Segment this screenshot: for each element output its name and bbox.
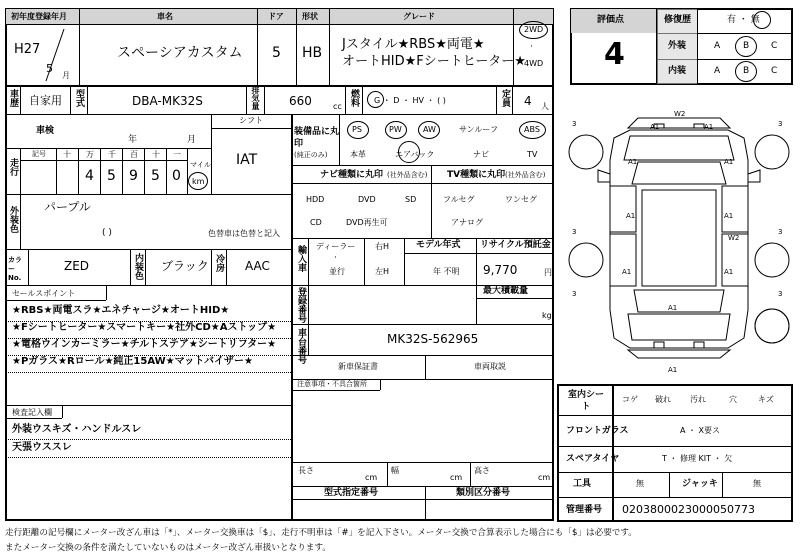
mgmt-no-value: 0203800023000050773: [622, 503, 755, 516]
equipment-sub: (純正のみ): [294, 151, 328, 159]
first-reg-label: 初年度登録年月: [11, 12, 67, 21]
color-no: ZED: [64, 259, 90, 273]
fuel-g-circle: [367, 91, 384, 108]
recycle-label: リサイクル預託金: [480, 240, 551, 250]
navi-sd: SD: [405, 195, 417, 204]
unit-100: 百: [130, 150, 138, 159]
exterior-label: 外装: [668, 41, 687, 51]
interior-b: B: [743, 66, 750, 76]
model: DBA-MK32S: [132, 94, 203, 108]
digit-2: 5: [107, 168, 116, 184]
inspection-month: 月: [187, 135, 197, 145]
mark-a1-4: A1: [724, 158, 734, 166]
navi-dvd: DVD: [358, 195, 376, 204]
notes-label: 注意事項・不具合箇所: [297, 380, 367, 388]
door-label: ドア: [268, 12, 284, 21]
displacement: 660: [289, 94, 312, 108]
mark-a1-1: A1: [650, 123, 660, 131]
score-label: 評価点: [597, 15, 625, 25]
mileage-label: 走行: [8, 158, 18, 176]
sales-line-3: ★電格ウインカーミラー★チルトステア★シートリフター★: [12, 339, 277, 350]
capacity-label: 定員: [500, 89, 510, 107]
equip-tv: TV: [527, 150, 538, 159]
windshield-label: フロントガラス: [566, 426, 629, 436]
chassis-label: 車台番号: [296, 328, 306, 364]
mark-a1-9: A1: [668, 304, 678, 312]
mark-a1-7: A1: [622, 268, 632, 276]
inspection-label: 車検: [36, 126, 55, 136]
import-dot: ·: [334, 253, 337, 263]
inspector-line-2: 天張ウススレ: [12, 442, 72, 453]
model-year-label: モデル年式: [416, 240, 461, 250]
shape-label: 形状: [302, 12, 318, 21]
equipment-label: 装備品に丸印: [294, 127, 340, 149]
km-circle: [188, 172, 208, 190]
sales-line-4: ★Pガラス★Rロール★純正15AW★マットバイザー★: [12, 356, 253, 367]
reg-no-label: 登録番号: [296, 287, 306, 323]
interior-b-circle: [735, 61, 757, 82]
mark-a1-10: A1: [668, 366, 678, 374]
reg-month: 5: [46, 62, 53, 75]
corner-mark-6: 3: [778, 290, 783, 298]
mark-a1-8: A1: [724, 268, 734, 276]
fuel-options: G ・ D ・ HV ・ ( ): [374, 96, 446, 105]
color-paren: ( ): [102, 228, 112, 238]
inspector-notes-label: 検査記入欄: [12, 408, 52, 417]
height-label: 高さ: [474, 466, 490, 475]
sales-points-label: セールスポイント: [12, 289, 76, 298]
import-dealer: ディーラー: [316, 242, 356, 251]
navi-sub: (社外品含む): [387, 171, 428, 179]
usage: 自家用: [29, 94, 62, 107]
exterior-b: B: [743, 41, 750, 51]
unit-10m: 十: [63, 150, 71, 159]
height-cm: cm: [538, 473, 551, 482]
car-name: スペーシアカスタム: [117, 45, 243, 61]
digit-1: 4: [85, 168, 94, 184]
ac-label: 冷房: [214, 254, 224, 272]
interior-c: C: [771, 66, 778, 76]
model-year-value: 年 不明: [433, 267, 460, 276]
inspector-line-1: 外装ウスキズ・ハンドルスレ: [12, 424, 142, 435]
drive-dot: ·: [530, 42, 533, 52]
navi-label: ナビ種類に丸印: [320, 170, 384, 180]
warranty-label: 新車保証書: [338, 362, 378, 371]
jack-value: 無: [753, 479, 761, 488]
jack-label: ジャッキ: [682, 479, 718, 489]
import-left: 左H: [375, 267, 390, 276]
chassis: MK32S-562965: [387, 332, 479, 346]
spare-tire-value: T ・ 修理 KIT ・ 欠: [662, 454, 733, 463]
color-no-label: カラーNo.: [8, 256, 22, 283]
exterior-b-circle: [735, 36, 757, 57]
width-cm: cm: [450, 473, 463, 482]
mgmt-no-label: 管理番号: [566, 505, 603, 515]
digit-3: 9: [129, 168, 138, 184]
tv-analog: アナログ: [451, 218, 483, 227]
equip-ps: PS: [352, 125, 362, 134]
footer-line-1: 走行距離の記号欄にメーター改ざん車は「*」、メーター交換車は「$」、走行不明車は「#」を記入下さい。メーター交換で合算表示した場合にも「$」は必要です。: [5, 528, 637, 538]
unit-1: 一: [173, 150, 181, 159]
mileage-note: 記号: [32, 150, 46, 158]
shape: HB: [302, 45, 323, 61]
seat-tear: 破れ: [655, 395, 671, 404]
capacity-unit: 人: [541, 102, 549, 111]
kg-unit: kg: [542, 311, 552, 320]
equip-pw: PW: [389, 125, 402, 134]
tv-oneseg: ワンセグ: [505, 195, 537, 204]
equip-aw: AW: [423, 125, 436, 134]
interior-color-label: 内装色: [133, 253, 143, 280]
footer-line-2: またメーター交換の条件を満たしていないものはメーター改ざん車扱いとなります。: [5, 543, 331, 553]
reg-year: H27: [14, 42, 41, 57]
navi-hdd: HDD: [306, 195, 325, 204]
shift: IAT: [236, 152, 258, 168]
exterior-a: A: [714, 41, 721, 51]
inspection-year: 年: [128, 135, 138, 145]
corner-mark-3: 3: [572, 228, 577, 236]
mark-w2-front: W2: [674, 110, 686, 118]
grade-line1: Jスタイル★RBS★両電★: [342, 37, 485, 52]
tv-fullseg: フルセグ: [443, 195, 475, 204]
equip-sunroof: サンルーフ: [459, 125, 498, 134]
mark-a1-6: A1: [724, 212, 734, 220]
type-no-label: 型式指定番号: [324, 488, 379, 498]
tv-sub: (社外品含む): [505, 171, 546, 179]
max-load-label: 最大積載量: [483, 286, 529, 296]
manual-label: 車両取説: [474, 362, 506, 371]
unit-10: 十: [152, 150, 160, 159]
interior-seat-label: 室内シート: [567, 390, 604, 412]
exterior-c: C: [771, 41, 778, 51]
interior-a: A: [714, 66, 721, 76]
color-label: 外装色: [8, 206, 18, 233]
mark-a1-2: A1: [704, 123, 714, 131]
color-note: 色替車は色替と記入: [208, 229, 280, 238]
repair-none-circle: [753, 11, 771, 29]
length-cm: cm: [365, 473, 378, 482]
usage-label: 車歴: [8, 89, 18, 107]
shift-label: シフト: [239, 116, 263, 125]
seat-dirt: 汚れ: [690, 395, 706, 404]
corner-mark-4: 3: [778, 228, 783, 236]
mile-unit: マイル: [190, 161, 211, 169]
navi-dvd-play: DVD再生可: [346, 218, 388, 227]
import-parallel: 並行: [329, 267, 345, 276]
unit-1k: 千: [108, 150, 116, 159]
ac-value: AAC: [245, 259, 270, 273]
recycle-value: 9,770: [483, 263, 518, 277]
color-value: パープル: [44, 200, 91, 214]
length-label: 長さ: [298, 466, 314, 475]
mark-w2-rear: W2: [728, 234, 740, 242]
width-label: 幅: [391, 466, 399, 475]
digit-5: 0: [172, 168, 181, 184]
spare-tire-label: スペアタイヤ: [566, 454, 620, 464]
cc-unit: cc: [333, 102, 342, 111]
equip-airbag: エアバック: [395, 150, 435, 159]
grade-label: グレード: [403, 12, 435, 21]
import-label: 輸入車: [296, 245, 306, 272]
sales-line-2: ★Fシートヒーター★スマートキー★社外CD★Aストップ★: [12, 322, 277, 333]
equip-abs: ABS: [524, 125, 540, 134]
corner-mark-1: 3: [572, 120, 577, 128]
doors: 5: [272, 45, 281, 61]
mark-a1-5: A1: [626, 212, 636, 220]
grade-line2: オートHID★Fシートヒーター★: [342, 54, 526, 69]
seat-burn: コゲ: [622, 395, 638, 404]
car-name-label: 車名: [157, 12, 173, 21]
category-no-label: 類別区分番号: [456, 488, 511, 498]
equip-leather: 本革: [350, 150, 366, 159]
seat-scratch: キズ: [758, 395, 774, 404]
km-unit: km: [192, 177, 205, 186]
interior-label: 内装: [668, 66, 687, 76]
equip-navi: ナビ: [473, 150, 489, 159]
seat-hole: 穴: [729, 395, 737, 404]
drive-4wd: 4WD: [524, 59, 544, 68]
month-unit: 月: [62, 71, 70, 80]
tv-label: TV種類に丸印: [447, 170, 506, 180]
tools-value: 無: [636, 479, 644, 488]
digit-4: 5: [151, 168, 160, 184]
navi-cd: CD: [310, 218, 322, 227]
fuel-label: 燃料: [349, 89, 359, 107]
model-label: 型式: [74, 89, 84, 107]
capacity: 4: [524, 94, 532, 108]
mark-a1-3: A1: [628, 158, 638, 166]
corner-mark-2: 3: [778, 120, 783, 128]
unit-10k: 万: [86, 150, 94, 159]
drive-2wd: 2WD: [524, 25, 544, 34]
repair-history-options: 有 ・ 無: [727, 15, 760, 25]
car-damage-diagram: [558, 100, 796, 376]
repair-history-label: 修復歴: [664, 15, 692, 25]
import-right: 右H: [375, 242, 390, 251]
displacement-label: 排気量: [251, 86, 260, 110]
recycle-yen: 円: [544, 268, 552, 277]
interior-color: ブラック: [161, 259, 209, 273]
score-value: 4: [604, 37, 625, 72]
corner-mark-5: 3: [572, 290, 577, 298]
sales-line-1: ★RBS★両電スラ★エネチャージ★オートHID★: [12, 305, 230, 316]
windshield-value: A ・ X要ス: [680, 426, 721, 435]
tools-label: 工具: [573, 479, 592, 489]
